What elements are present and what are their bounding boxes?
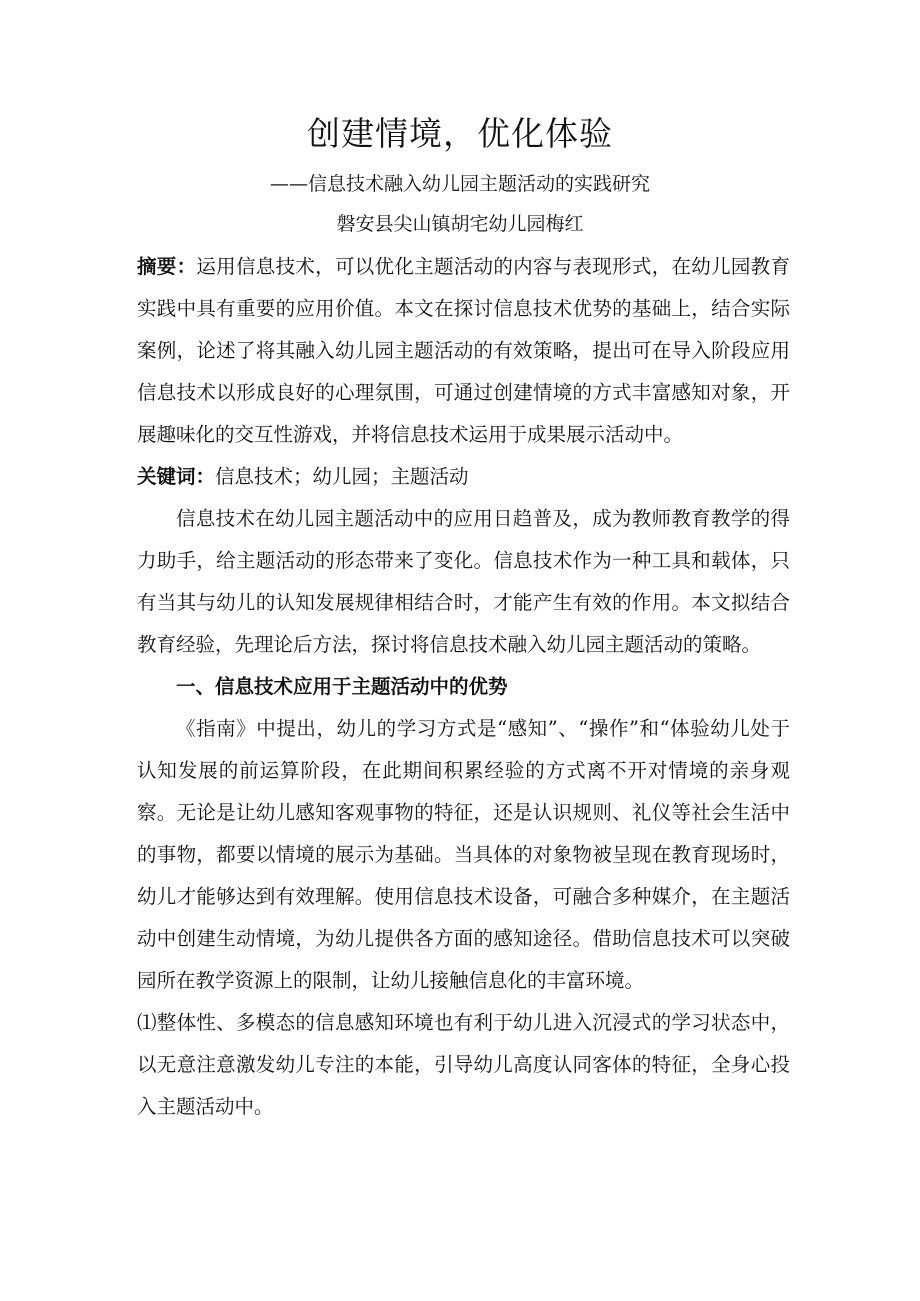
document-body xyxy=(137,246,790,1128)
section-1-heading: 一、信息技术应用于主题活动中的优势 xyxy=(176,675,508,698)
section-1-paragraph-1: 《指南》中提出，幼儿的学习方式是“感知”、“操作”和“体验幼儿处于认知发展的前运算阶段，在此期间积累经验的方式离不开对情境的亲身观察。无论是让幼儿感知客观事物的特征，还是认识规则、礼仪等社会生活中的事物，都要以情境的展示为基础。当具体的对象物被呈现在教育现场时，幼儿才能够达到有效理解。使用信息技术设备，可融合多种媒介，在主题活动中创建生动情境，为幼儿提供各方面的感知途径。借助信息技术可以突破园所在教学资源上的限制，让幼儿接触信息化的丰富环境。 xyxy=(137,717,790,992)
abstract-paragraph xyxy=(137,246,790,456)
document-title: 创建情境，优化体验 xyxy=(307,114,613,153)
keywords-text: 信息技术；幼儿园；主题活动 xyxy=(215,465,469,488)
document-author: 磐安县尖山镇胡宅幼儿园梅红 xyxy=(336,213,584,235)
abstract-text: 运用信息技术，可以优化主题活动的内容与表现形式，在幼儿园教育实践中具有重要的应用价值。本文在探讨信息技术优势的基础上，结合实际案例，论述了将其融入幼儿园主题活动的有效策略，提出可在导入阶段应用信息技术以形成良好的心理氛围，可通过创建情境的方式丰富感知对象，开展趣味化的交互性游戏，并将信息技术运用于成果展示活动中。 xyxy=(137,255,790,446)
intro-paragraph: 信息技术在幼儿园主题活动中的应用日趋普及，成为教师教育教学的得力助手，给主题活动的形态带来了变化。信息技术作为一种工具和载体，只有当其与幼儿的认知发展规律相结合时，才能产生有效的作用。本文拟结合教育经验，先理论后方法，探讨将信息技术融入幼儿园主题活动的策略。 xyxy=(137,507,790,656)
section-1-paragraph-2: ⑴整体性、多模态的信息感知环境也有利于幼儿进入沉浸式的学习状态中，以无意注意激发幼儿专注的本能，引导幼儿高度认同客体的特征，全身心投入主题活动中。 xyxy=(137,1011,790,1118)
keywords-label: 关键词： xyxy=(137,465,216,488)
abstract-label: 摘要： xyxy=(137,255,197,278)
document-subtitle: ——信息技术融入幼儿园主题活动的实践研究 xyxy=(269,173,650,195)
keywords-paragraph xyxy=(137,456,790,498)
